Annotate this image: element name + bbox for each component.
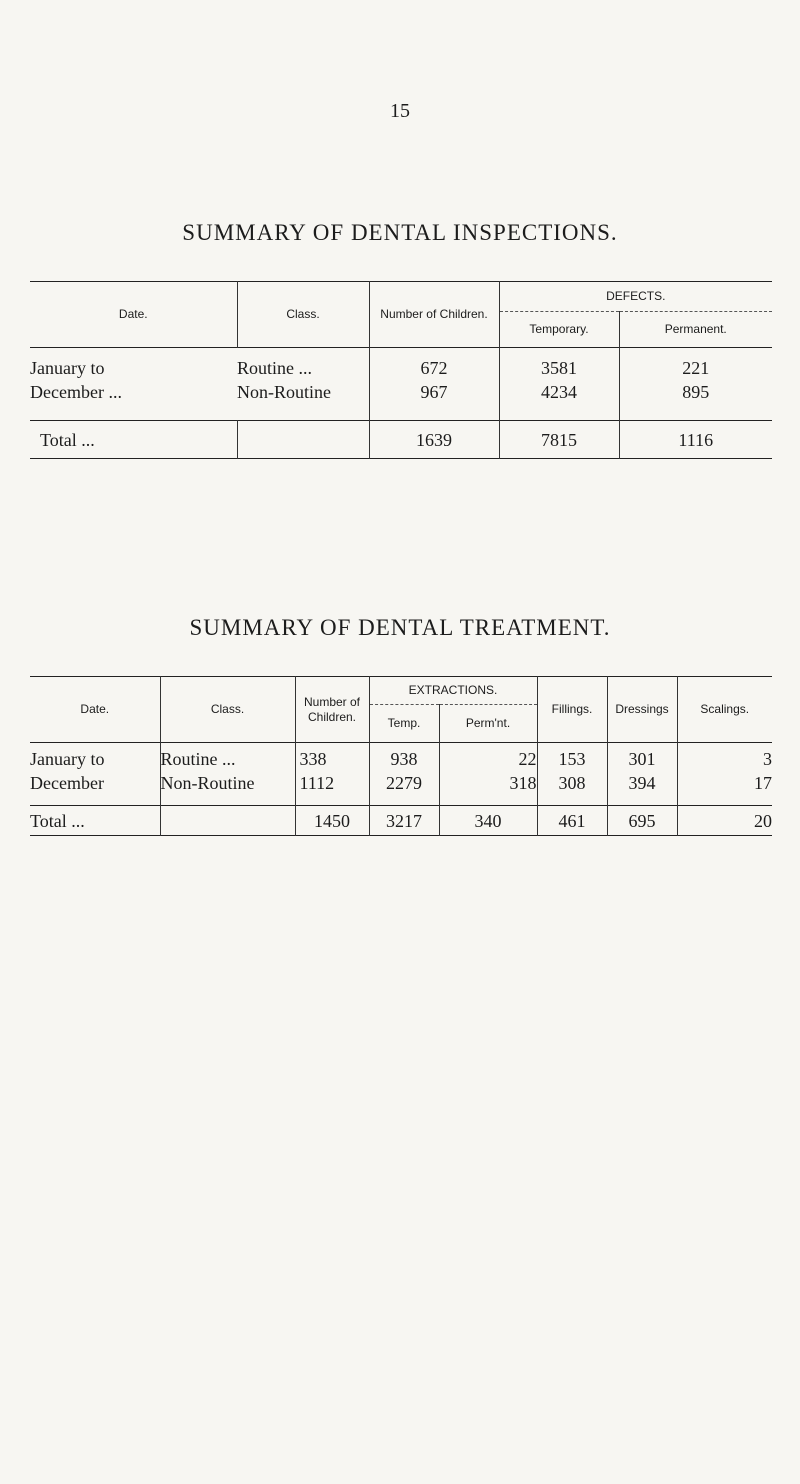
header-class: Class. [237,282,369,348]
row-perm: 22 [439,743,537,772]
total-class [160,806,295,836]
total-children: 1639 [369,421,499,459]
header-children: Number of Children. [369,282,499,348]
header-defects: DEFECTS. [499,282,772,312]
row-permanent: 895 [619,380,772,421]
inspections-table [30,281,772,459]
header-extractions: EXTRACTIONS. [369,677,537,705]
header-fillings: Fillings. [537,677,607,743]
header-perm: Perm'nt. [439,705,537,743]
total-fillings: 461 [537,806,607,836]
header-dressings: Dressings [607,677,677,743]
total-dressings: 695 [607,806,677,836]
row-children: 1112 [295,771,369,806]
inspections-title: SUMMARY OF DENTAL INSPECTIONS. [182,220,618,245]
total-temporary: 7815 [499,421,619,459]
row-temporary: 3581 [499,348,619,381]
total-children: 1450 [295,806,369,836]
treatment-title: SUMMARY OF DENTAL TREATMENT. [189,615,611,640]
row-permanent: 221 [619,348,772,381]
header-class: Class. [160,677,295,743]
row-class: Routine ... [237,358,312,378]
header-permanent: Permanent. [619,312,772,348]
row-children: 672 [369,348,499,381]
total-scalings: 20 [677,806,772,836]
header-children: Number of Children. [295,677,369,743]
row-date: January to [30,749,105,769]
row-children: 338 [295,743,369,772]
row-dressings: 301 [607,743,677,772]
row-temp: 2279 [369,771,439,806]
row-scalings: 17 [677,771,772,806]
row-fillings: 153 [537,743,607,772]
row-date: December ... [30,382,122,402]
page-number: 15 [390,100,410,122]
total-perm: 340 [439,806,537,836]
row-class: Non-Routine [237,382,331,402]
row-children: 967 [369,380,499,421]
row-temporary: 4234 [499,380,619,421]
row-fillings: 308 [537,771,607,806]
total-permanent: 1116 [619,421,772,459]
row-date: December [30,773,104,793]
row-perm: 318 [439,771,537,806]
row-class: Routine ... [160,743,295,772]
header-scalings: Scalings. [677,677,772,743]
row-dressings: 394 [607,771,677,806]
header-date: Date. [80,702,110,716]
total-label: Total ... [30,810,85,831]
header-temp: Temp. [369,705,439,743]
row-temp: 938 [369,743,439,772]
total-class [237,421,369,459]
row-scalings: 3 [677,743,772,772]
row-date: January to [30,358,105,378]
row-class: Non-Routine [160,771,295,806]
header-temporary: Temporary. [499,312,619,348]
total-temp: 3217 [369,806,439,836]
treatment-table [30,676,772,836]
header-date: Date. [118,307,148,321]
total-label: Total ... [40,429,95,450]
